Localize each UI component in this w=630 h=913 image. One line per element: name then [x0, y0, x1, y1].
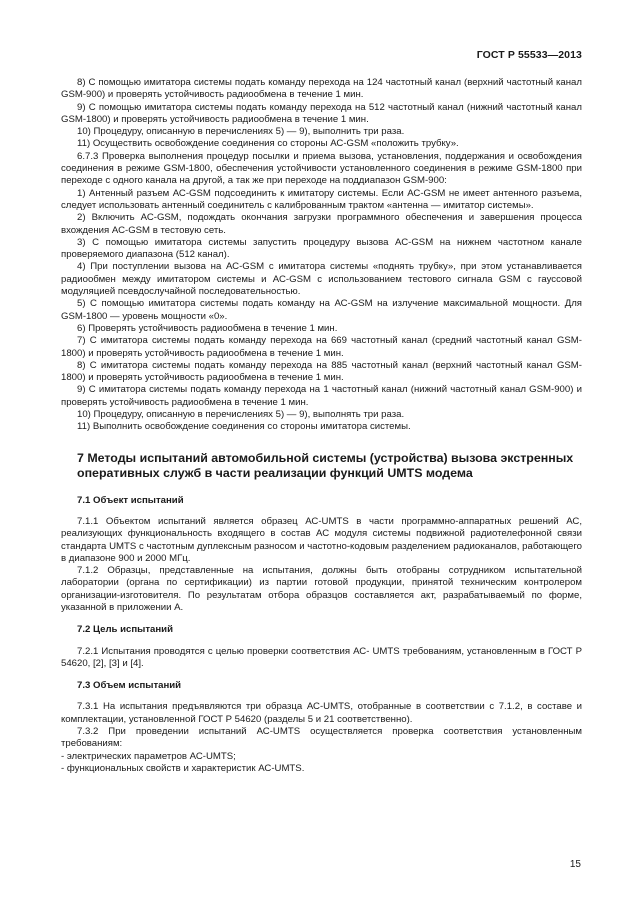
paragraph: 9) С помощью имитатора системы подать команду перехода на 512 частотный канал (нижний частотный канал GSM-1800) и проверять устойчивость радиообмена в течение 1 мин.	[61, 101, 582, 125]
paragraph: 7.3.1 На испытания предъявляются три образца АС-UMTS, отобранные в соответствии с 7.1.2, в составе и комплектации, установленной ГОСТ Р 54620 (разделы 5 и 21 соответственно).	[61, 701, 582, 725]
page-content	[61, 77, 582, 775]
section-heading: 7 Методы испытаний автомобильной системы (устройства) вызова экстренных оперативных служб в части реализации функций UMTS модема	[77, 450, 574, 480]
paragraph: 3) С помощью имитатора системы запустить процедуру вызова АС-GSM на нижнем частотном канале проверяемого диапазона (512 канал).	[61, 236, 582, 261]
page-number: 15	[569, 859, 581, 870]
paragraph: 6.7.3 Проверка выполнения процедур посылки и приема вызова, установления, поддержания и освобождения соединения в режиме GSM-1800, обеспечения устойчивости установленного соединения в режиме GSM-1800 при переходе с одного канала на другой, а так же при переходе на поддиапазон GSM-900:	[61, 150, 582, 187]
subsection-heading: 7.3 Объем испытаний	[77, 680, 182, 692]
paragraph: 10) Процедуру, описанную в перечислениях 5) — 9), выполнять три раза.	[77, 409, 405, 421]
paragraph: 7.3.2 При проведении испытаний АС-UMTS осуществляется проверка соответствия установленным требованиям:	[61, 726, 582, 750]
subsection-heading: 7.1 Объект испытаний	[77, 494, 184, 506]
paragraph: 1) Антенный разъем АС-GSM подсоединить к имитатору системы. Если АС-GSM не имеет антенного разъема, следует использовать антенный соединитель с калиброванным трактом «антенна — имитатор системы».	[61, 187, 582, 211]
paragraph: 4) При поступлении вызова на АС-GSM с имитатора системы «поднять трубку», при этом устанавливается радиообмен между имитатором системы и АС-GSM с использованием тестового сигнала GSM с гауссовой модуляцией псевдослучайной последовательностью.	[61, 261, 582, 298]
list-item: - функциональных свойств и характеристик АС-UMTS.	[61, 762, 305, 774]
paragraph: 10) Процедуру, описанную в перечислениях 5) — 9), выполнить три раза.	[77, 126, 405, 138]
paragraph: 8) С помощью имитатора системы подать команду перехода на 124 частотный канал (верхний частотный канал GSM-900) и проверять устойчивость радиообмена в течение 1 мин.	[61, 77, 582, 101]
paragraph: 8) С имитатора системы подать команду перехода на 885 частотный канал (верхний частотный канал GSM-1800) и проверять устойчивость радиообмена в течение 1 мин.	[61, 359, 582, 384]
paragraph: 7.1.2 Образцы, представленные на испытания, должны быть отобраны сотрудником испытательной лаборатории (органа по сертификации) из партии готовой продукции, принятой техническим контролером организации-изготовителя. По результатам отбора образцов составляется акт, разрабатываемый по форме, указанной в приложении А.	[61, 565, 582, 613]
subsection-heading: 7.2 Цель испытаний	[77, 624, 173, 636]
paragraph: 5) С помощью имитатора системы подать команду на АС-GSM на излучение максимальной мощности. Для GSM-1800 — уровень мощности «0».	[61, 298, 582, 322]
paragraph: 7.1.1 Объектом испытаний является образец АС-UMTS в части программно-аппаратных решений АС, реализующих функциональность входящего в состав АС модуля системы подвижной радиотелефонной связи стандарта UMTS с частотным дуплексным разносом и частотно-кодовым разделением радиоканалов, работающего в диапазоне 900 и 2000 МГц.	[61, 515, 582, 564]
paragraph: 2) Включить АС-GSM, подождать окончания загрузки программного обеспечения и завершения процесса вхождения АС-GSM в тестовую сеть.	[61, 212, 582, 236]
paragraph: 11) Выполнить освобождение соединения со стороны имитатора системы.	[77, 421, 411, 433]
paragraph: 7.2.1 Испытания проводятся с целью проверки соответствия АС- UMTS требованиям, установленным в ГОСТ Р 54620, [2], [3] и [4].	[61, 645, 582, 669]
paragraph: 6) Проверять устойчивость радиообмена в течение 1 мин.	[77, 322, 338, 334]
paragraph: 9) С имитатора системы подать команду перехода на 1 частотный канал (нижний частотный канал GSM-900) и проверять устойчивость радиообмена в течение 1 мин.	[61, 384, 582, 408]
document-header: ГОСТ Р 55533—2013	[476, 49, 582, 61]
paragraph: 7) С имитатора системы подать команду перехода на 669 частотный канал (средний частотный канал GSM-1800) и проверять устойчивость радиообмена в течение 1 мин.	[61, 335, 582, 359]
list-item: - электрических параметров АС-UMTS;	[61, 750, 236, 762]
paragraph: 11) Осуществить освобождение соединения со стороны АС-GSM «положить трубку».	[77, 138, 459, 150]
